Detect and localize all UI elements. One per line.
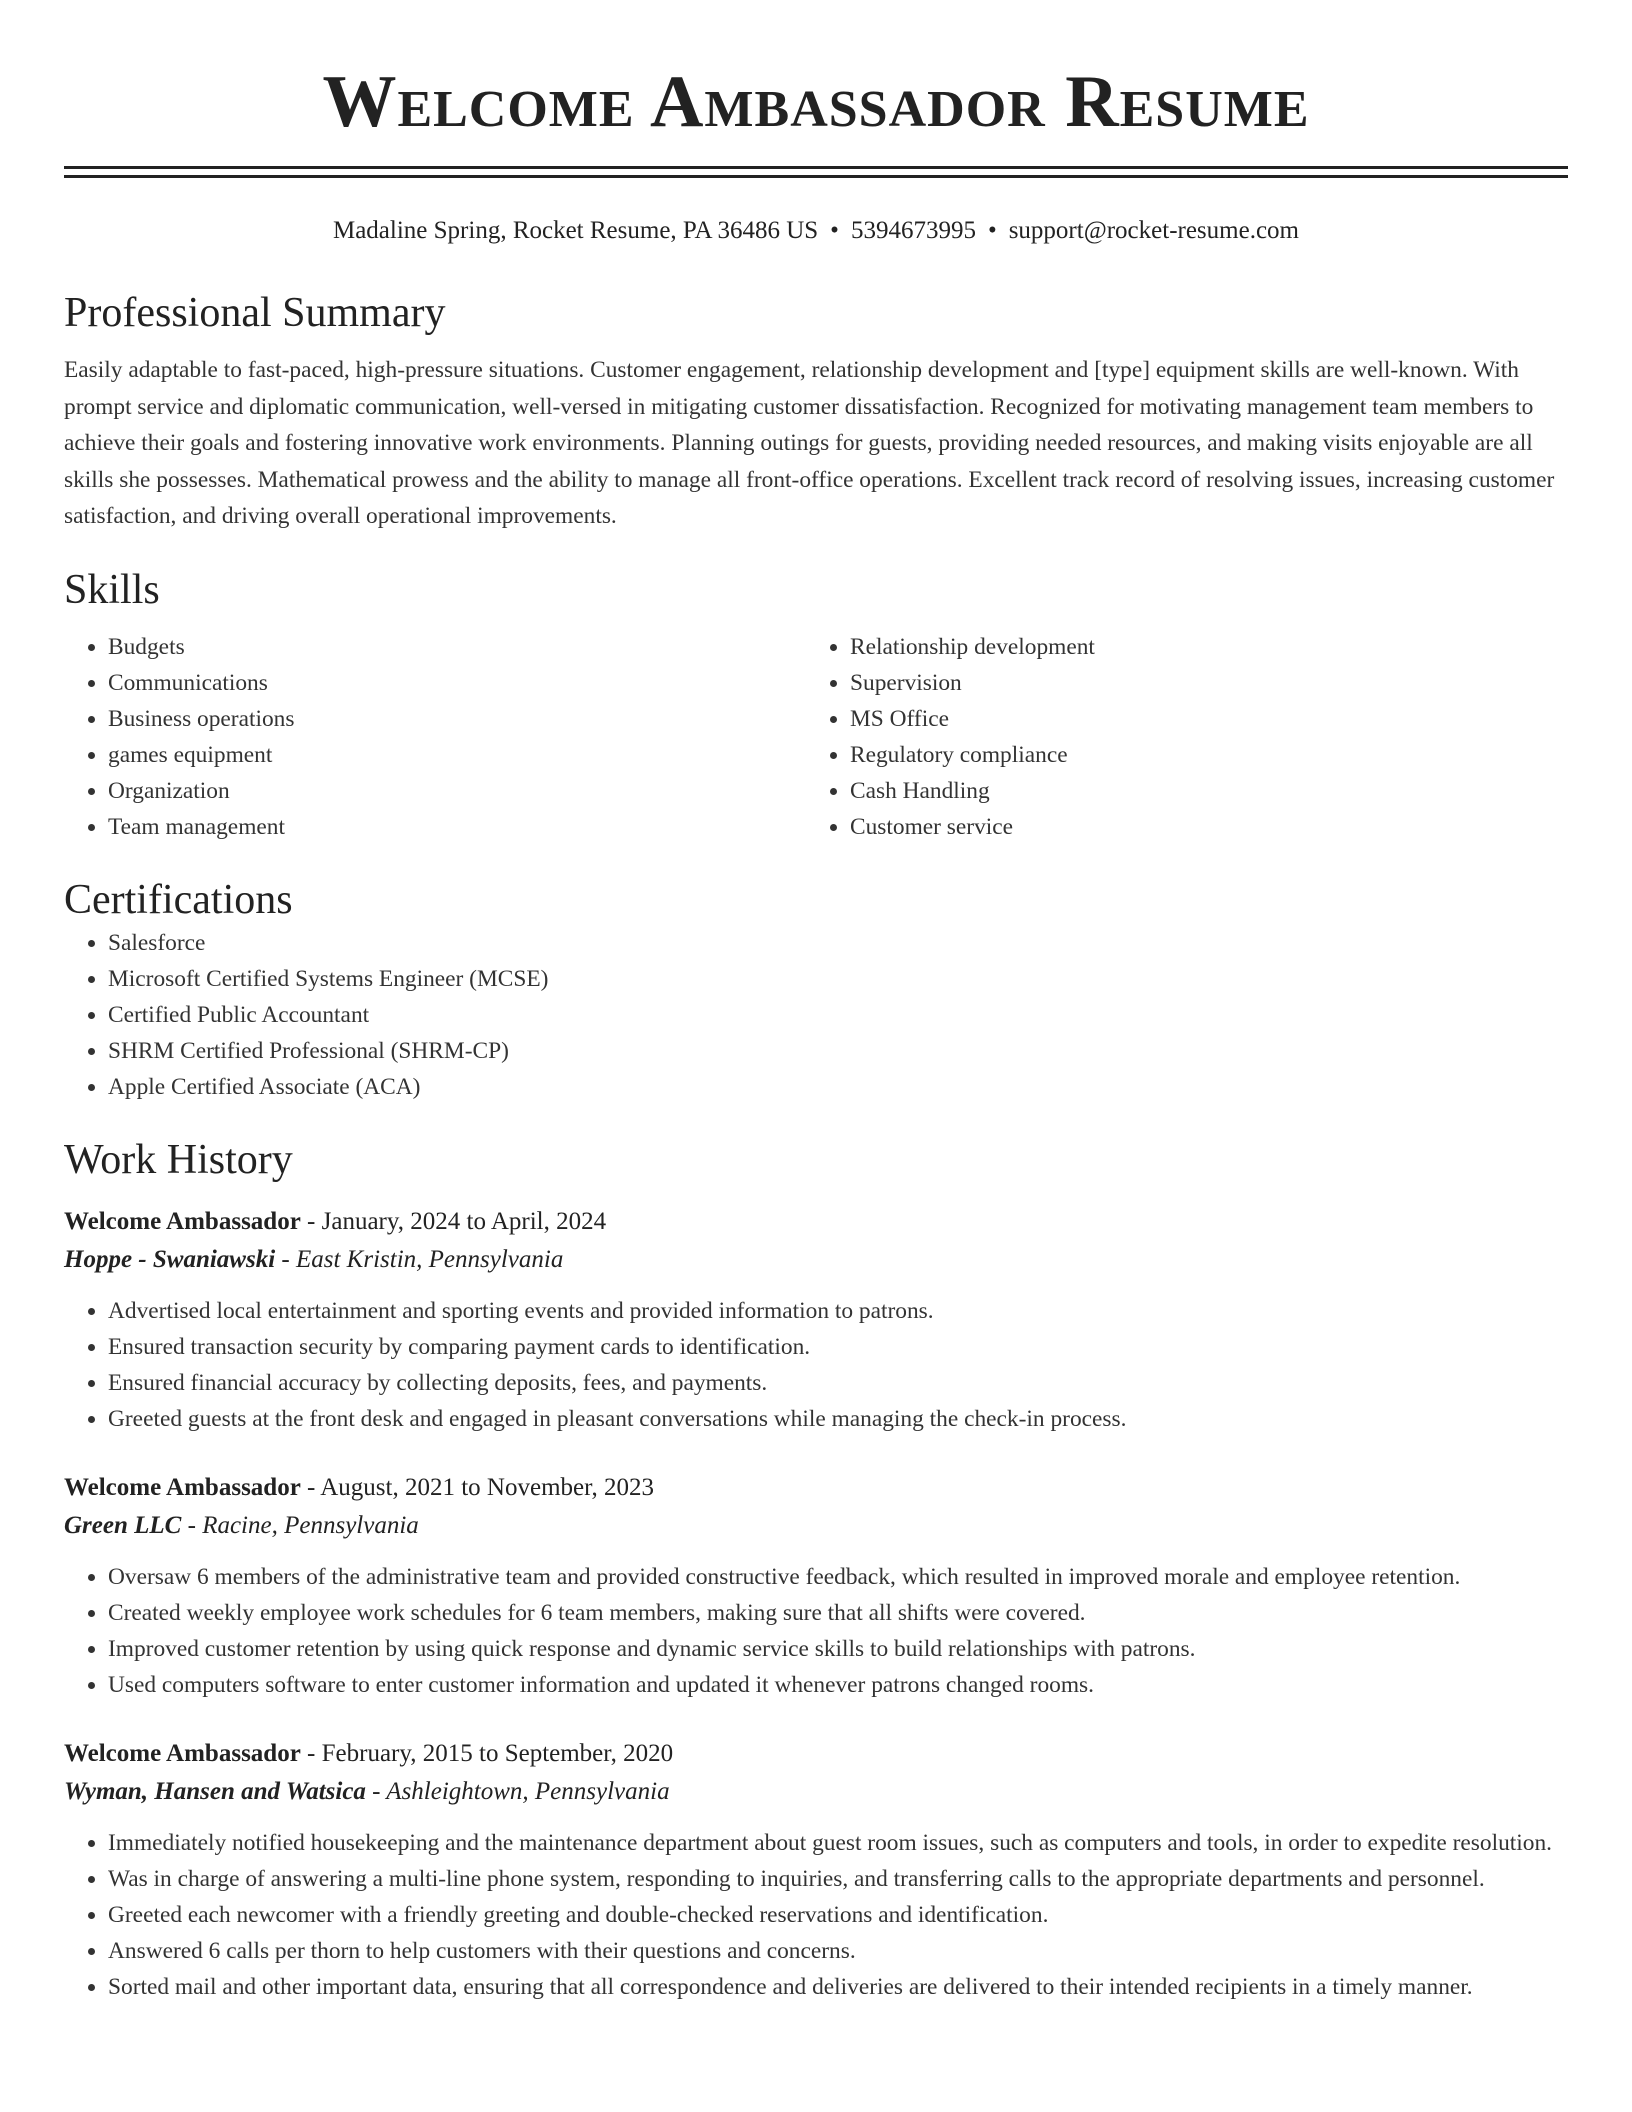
contact-line bbox=[64, 216, 1568, 246]
skill-item: • Team management bbox=[108, 809, 806, 845]
certification-item: • SHRM Certified Professional (SHRM-CP) bbox=[108, 1033, 1568, 1069]
job-company: Green LLC bbox=[64, 1511, 182, 1539]
skill-item: • Customer service bbox=[850, 809, 1548, 845]
job-bullet: • Used computers software to enter customer information and updated it whenever patrons changed rooms. bbox=[108, 1667, 1568, 1703]
certifications-list bbox=[64, 925, 1568, 1105]
job-company: Hoppe - Swaniawski bbox=[64, 1245, 276, 1273]
contact-phone: 5394673995 bbox=[850, 217, 976, 244]
title-divider-bottom bbox=[64, 175, 1568, 178]
job-bullet: • Advertised local entertainment and sporting events and provided information to patrons. bbox=[108, 1293, 1568, 1329]
skill-item: • Cash Handling bbox=[850, 773, 1548, 809]
section-title-summary: Professional Summary bbox=[64, 290, 446, 336]
skill-item: • Budgets bbox=[108, 629, 806, 665]
job-bullets bbox=[64, 1293, 1568, 1437]
job-employer: Green LLC - Racine, Pennsylvania bbox=[64, 1511, 419, 1539]
skill-item: • games equipment bbox=[108, 737, 806, 773]
skill-item: • Organization bbox=[108, 773, 806, 809]
resume-title: Welcome Ambassador Resume bbox=[322, 61, 1310, 143]
skills-grid bbox=[64, 629, 1568, 845]
job-employer: Wyman, Hansen and Watsica - Ashleightown, Pennsylvania bbox=[64, 1777, 670, 1805]
job-dates: January, 2024 to April, 2024 bbox=[321, 1207, 607, 1235]
job-company: Wyman, Hansen and Watsica bbox=[64, 1777, 366, 1805]
job-role: Welcome Ambassador bbox=[64, 1473, 301, 1501]
job-heading: Welcome Ambassador - January, 2024 to April, 2024 bbox=[64, 1207, 607, 1235]
job-entry bbox=[64, 1203, 1568, 1437]
job-location: Ashleightown, Pennsylvania bbox=[386, 1777, 670, 1805]
contact-address: Madaline Spring, Rocket Resume, PA 36486 US bbox=[332, 217, 819, 244]
job-bullet: • Created weekly employee work schedules for 6 team members, making sure that all shifts were covered. bbox=[108, 1595, 1568, 1631]
job-bullet: • Greeted guests at the front desk and engaged in pleasant conversations while managing the check-in process. bbox=[108, 1401, 1568, 1437]
job-bullets bbox=[64, 1825, 1568, 2005]
skill-item: • Regulatory compliance bbox=[850, 737, 1548, 773]
skill-item: • Supervision bbox=[850, 665, 1548, 701]
job-bullet: • Ensured financial accuracy by collecting deposits, fees, and payments. bbox=[108, 1365, 1568, 1401]
job-role: Welcome Ambassador bbox=[64, 1207, 301, 1235]
job-entry bbox=[64, 1469, 1568, 1703]
job-bullets bbox=[64, 1559, 1568, 1703]
job-role: Welcome Ambassador bbox=[64, 1739, 301, 1767]
job-location: East Kristin, Pennsylvania bbox=[295, 1245, 564, 1273]
job-location: Racine, Pennsylvania bbox=[202, 1511, 419, 1539]
summary-text: Easily adaptable to fast-paced, high-pressure situations. Customer engagement, relationship development and [type] equipment skills are well-known. With prompt service and diplomatic communication, well-versed in mitigating customer dissatisfaction. Recognized for motivating management team members to achieve their goals and fostering innovative work environments. Planning outings for guests, providing needed resources, and making visits enjoyable are all skills she possesses. Mathematical prowess and the ability to manage all front-office operations. Excellent track record of resolving issues, increasing customer satisfaction, and driving overall operational improvements. bbox=[64, 357, 1555, 529]
job-bullet: • Improved customer retention by using quick response and dynamic service skills to build relationships with patrons. bbox=[108, 1631, 1568, 1667]
job-bullet: • Immediately notified housekeeping and the maintenance department about guest room issues, such as computers and tools, in order to expedite resolution. bbox=[108, 1825, 1568, 1861]
contact-email: support@rocket-resume.com bbox=[1008, 217, 1299, 244]
skill-item: • Business operations bbox=[108, 701, 806, 737]
skills-column-left bbox=[64, 629, 806, 845]
certification-item: • Certified Public Accountant bbox=[108, 997, 1568, 1033]
job-entry bbox=[64, 1735, 1568, 2005]
section-title-work-history: Work History bbox=[64, 1136, 293, 1183]
skill-item: • Relationship development bbox=[850, 629, 1548, 665]
job-bullet: • Greeted each newcomer with a friendly greeting and double-checked reservations and identification. bbox=[108, 1897, 1568, 1933]
job-bullet: • Answered 6 calls per thorn to help customers with their questions and concerns. bbox=[108, 1933, 1568, 1969]
section-title-skills: Skills bbox=[64, 566, 160, 613]
job-bullet: • Was in charge of answering a multi-line phone system, responding to inquiries, and transferring calls to the appropriate departments and personnel. bbox=[108, 1861, 1568, 1897]
certification-item: • Salesforce bbox=[108, 925, 1568, 961]
job-heading: Welcome Ambassador - February, 2015 to September, 2020 bbox=[64, 1739, 674, 1767]
job-bullet: • Sorted mail and other important data, ensuring that all correspondence and deliveries are delivered to their intended recipients in a timely manner. bbox=[108, 1969, 1568, 2005]
certification-item: • Microsoft Certified Systems Engineer (MCSE) bbox=[108, 961, 1568, 997]
skill-item: • Communications bbox=[108, 665, 806, 701]
contact-separator: • bbox=[830, 217, 839, 244]
job-employer: Hoppe - Swaniawski - East Kristin, Pennsylvania bbox=[64, 1245, 564, 1273]
job-bullet: • Ensured transaction security by comparing payment cards to identification. bbox=[108, 1329, 1568, 1365]
skill-item: • MS Office bbox=[850, 701, 1548, 737]
section-title-certifications: Certifications bbox=[64, 876, 293, 923]
contact-separator: • bbox=[987, 217, 997, 244]
certification-item: • Apple Certified Associate (ACA) bbox=[108, 1069, 1568, 1105]
job-dates: February, 2015 to September, 2020 bbox=[321, 1739, 674, 1767]
job-bullet: • Oversaw 6 members of the administrative team and provided constructive feedback, which resulted in improved morale and employee retention. bbox=[108, 1559, 1568, 1595]
skills-column-right bbox=[806, 629, 1548, 845]
job-heading: Welcome Ambassador - August, 2021 to November, 2023 bbox=[64, 1473, 654, 1501]
job-dates: August, 2021 to November, 2023 bbox=[320, 1473, 654, 1501]
